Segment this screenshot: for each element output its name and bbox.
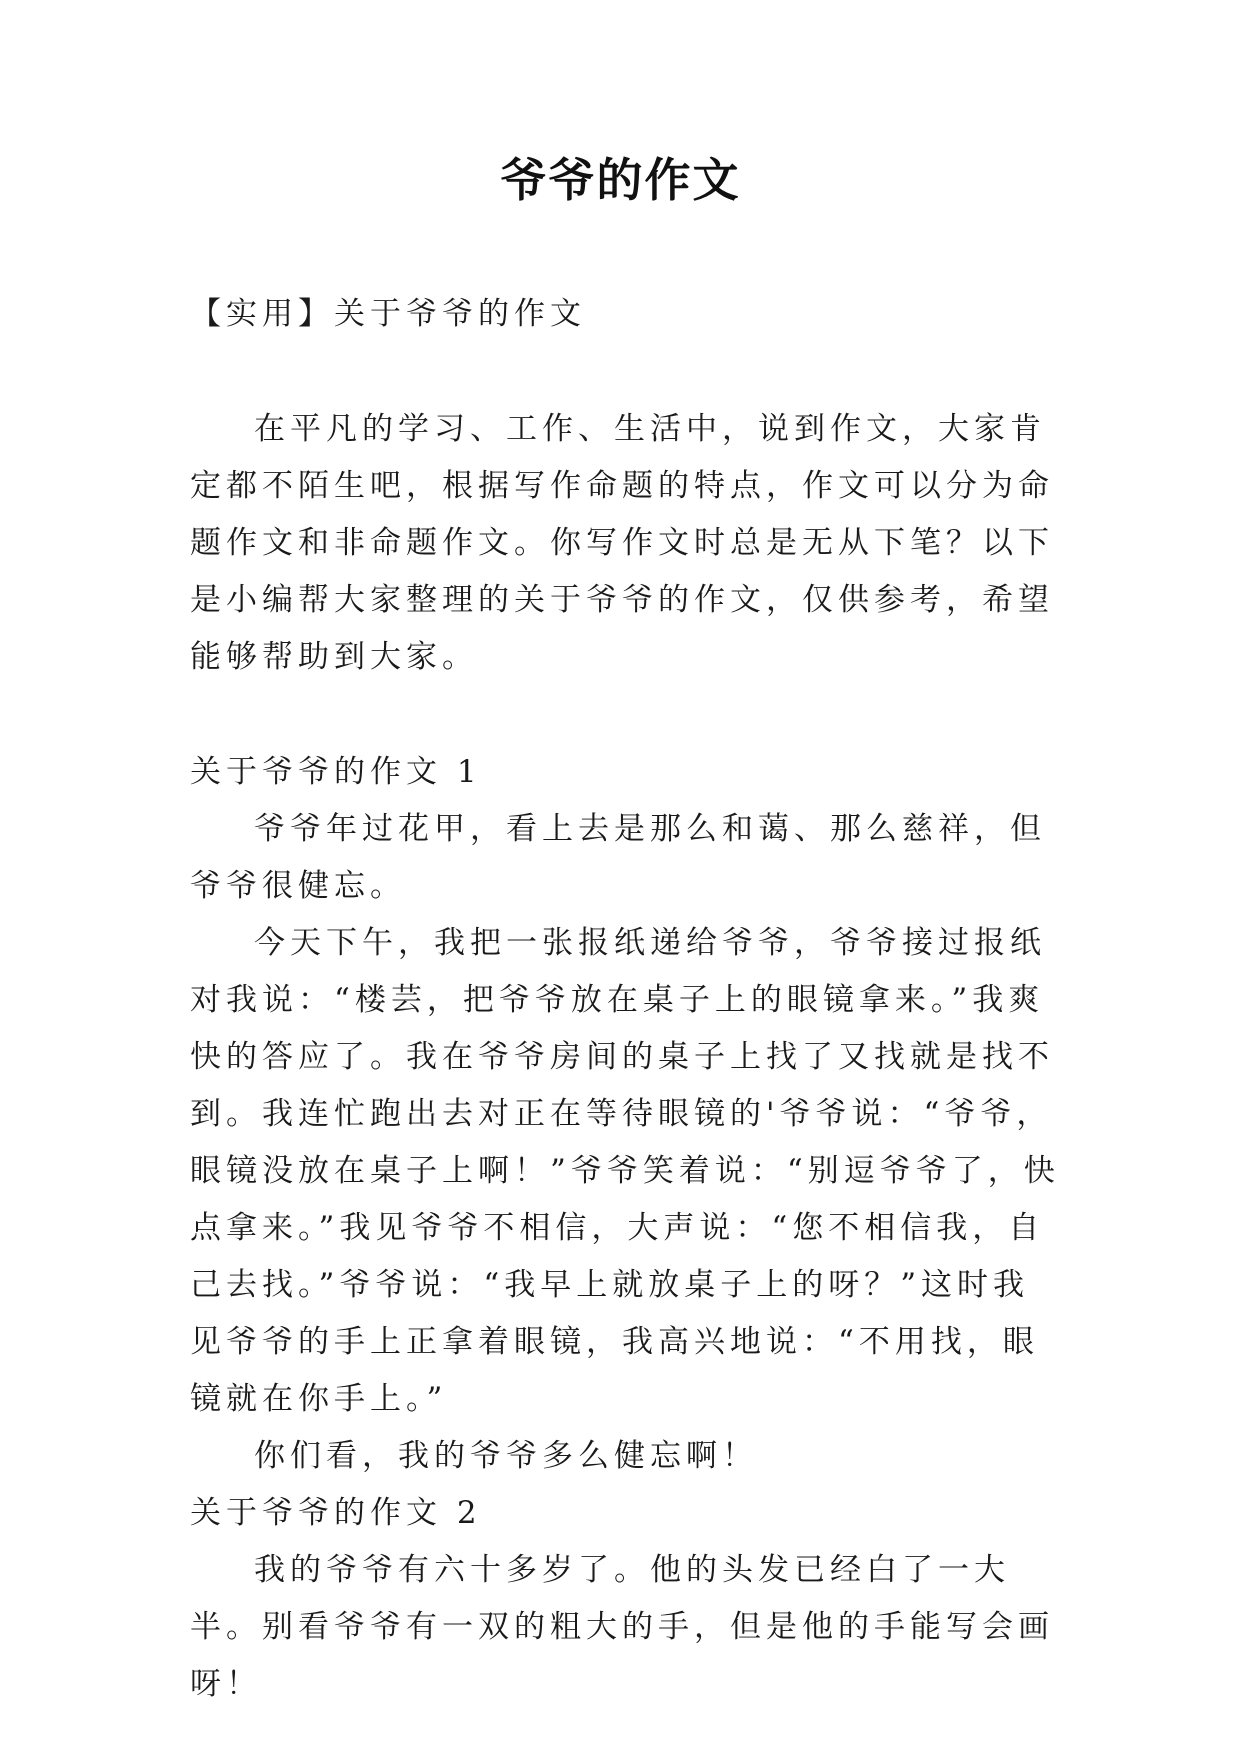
section-heading: 关于爷爷的作文 2 xyxy=(190,1495,482,1531)
intro-paragraph: 在平凡的学习、工作、生活中，说到作文，大家肯定都不陌生吧，根据写作命题的特点，作文可以分为命题作文和非命题作文。你写作文时总是无从下笔？以下是小编帮大家整理的关于爷爷的作文，仅供参考，希望能够帮助到大家。 xyxy=(190,411,1054,675)
section-paragraph: 爷爷年过花甲，看上去是那么和蔼、那么慈祥，但爷爷很健忘。 xyxy=(190,811,1046,904)
section-paragraph: 我的爷爷有六十多岁了。他的头发已经白了一大半。别看爷爷有一双的粗大的手，但是他的手能写会画呀！ xyxy=(190,1552,1054,1702)
document-body xyxy=(190,286,1060,1713)
document-subtitle: 【实用】关于爷爷的作文 xyxy=(190,296,586,332)
section-paragraph: 你们看，我的爷爷多么健忘啊！ xyxy=(254,1438,758,1474)
section-paragraph: 今天下午，我把一张报纸递给爷爷，爷爷接过报纸对我说：“楼芸，把爷爷放在桌子上的眼镜拿来。”我爽快的答应了。我在爷爷房间的桌子上找了又找就是找不到。我连忙跑出去对正在等待眼镜的'爷爷说：“爷爷，眼镜没放在桌子上啊！”爷爷笑着说：“别逗爷爷了，快点拿来。”我见爷爷不相信，大声说：“您不相信我，自己去找。”爷爷说：“我早上就放桌子上的呀？”这时我见爷爷的手上正拿着眼镜，我高兴地说：“不用找，眼镜就在你手上。” xyxy=(190,925,1060,1417)
section-heading: 关于爷爷的作文 1 xyxy=(190,754,482,790)
document-title: 爷爷的作文 xyxy=(500,153,741,207)
